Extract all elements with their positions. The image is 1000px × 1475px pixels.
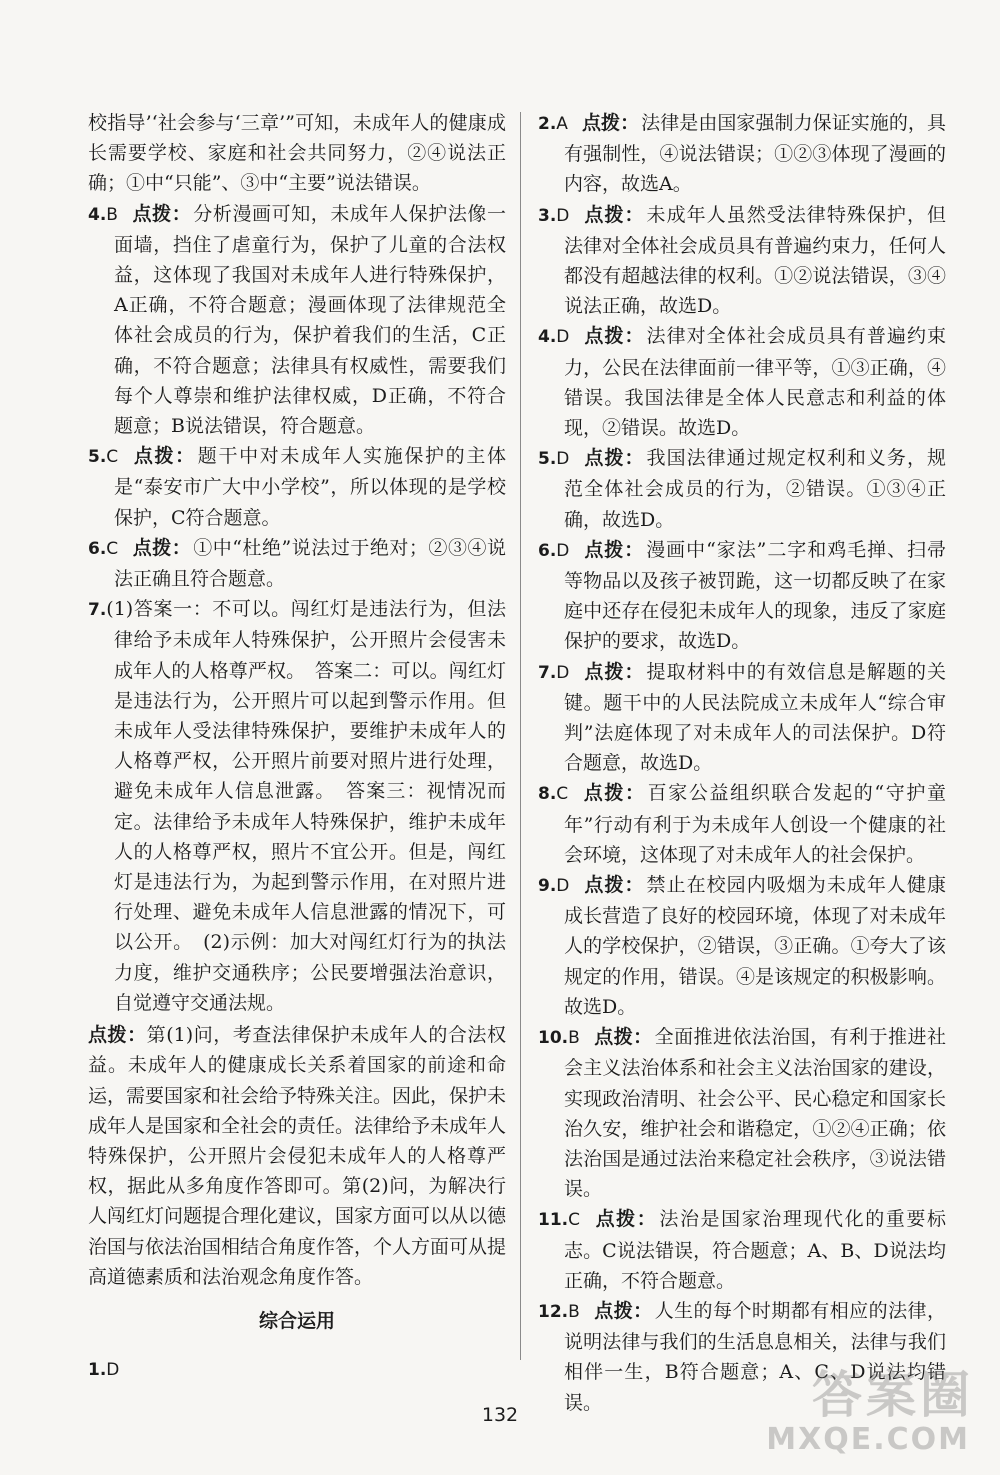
item-answer: D (556, 540, 570, 561)
tip-label: 点拨： (583, 203, 645, 226)
item-explanation: 漫画中“家法”二字和鸡毛掸、扫帚等物品以及孩子被罚跪，这一切都反映了在家庭中还存在侵犯未成年人的现象，违反了家庭保护的要求，故选D。 (564, 538, 946, 653)
tip-label: 点拨： (132, 445, 196, 468)
item-answer: B (568, 1301, 580, 1322)
watermark-text: 答案圈 (812, 1366, 974, 1424)
item-answer: B (106, 204, 118, 225)
item-explanation: 法律是由国家强制力保证实施的，具有强制性，④说法错误；①②③体现了漫画的内容，故选A。 (564, 112, 946, 196)
item-number: 5. (88, 447, 107, 468)
item-explanation: 提取材料中的有效信息是解题的关键。题干中的人民法院成立未成年人“综合审判”法庭体现了对未成年人的司法保护。D符合题意，故选D。 (564, 660, 946, 775)
item-explanation: 禁止在校园内吸烟为未成年人健康成长营造了良好的校园环境，体现了对未成年人的学校保护，②错误，③正确。①夸大了该规定的作用，错误。④是该规定的积极影响。故选D。 (564, 874, 946, 1018)
watermark-logo (766, 1355, 984, 1465)
tip-label: 点拨： (583, 538, 645, 561)
item-explanation: (1)答案一：不可以。闯红灯是违法行为，但法律给予未成年人特殊保护，公开照片会侵害未成年人的人格尊严权。 答案二：可以。闯红灯是违法行为，公开照片可以起到警示作用。但未成年人受法律特殊保护，要维护未成年人的人格尊严权，公开照片前要对照片进行处理，避免未成年人信息泄露。 答案三：视情况而定。法律给予未成年人特殊保护，维护未成年人的人格尊严权，照片不宜公开。但是，闯红灯是违法行为，为起到警示作用，在对照片进行处理、避免未成年人信息泄露的情况下，可以公开。 (2)示例：加大对闯红灯行为的执法力度，维护交通秩序；公民要增强法治意识，自觉遵守交通法规。 (106, 598, 506, 1014)
answer-item-7 (88, 594, 506, 1018)
item-explanation: 法律对全体社会成员具有普遍约束力，公民在法律面前一律平等，①③正确，④错误。我国法律是全体人民意志和利益的体现，②错误。故选D。 (564, 325, 946, 440)
tip-label: 点拨： (581, 112, 640, 134)
tip-text: 第(1)问，考查法律保护未成年人的合法权益。未成年人的健康成长关系着国家的前途和命运，需要国家和社会给予特殊关注。因此，保护未成年人是国家和全社会的责任。法律给予未成年人特殊保护，公开照片会侵犯未成年人的人格尊严权，据此从多角度作答即可。第(2)问，为解决行人闯红灯问题提合理化建议，国家方面可以从以德治国与依法治国相结合角度作答，个人方面可从提高道德素质和法治观念角度作答。 (88, 1024, 507, 1288)
item-explanation: ①中“杜绝”说法过于绝对；②③④说法正确且符合题意。 (114, 536, 506, 591)
item-number: 2. (538, 114, 557, 134)
item-explanation: 未成年人虽然受法律特殊保护，但法律对全体社会成员具有普遍约束力，任何人都没有超越法律的权利。①②说法错误，③④说法正确，故选D。 (564, 203, 946, 318)
watermark-url: MXQE.COM (766, 1422, 970, 1457)
tip-label: 点拨： (132, 536, 192, 559)
tip-label: 点拨： (594, 1208, 658, 1231)
item-number: 3. (538, 205, 557, 226)
item-number: 10. (538, 1028, 569, 1049)
item-answer: C (106, 538, 119, 559)
item-number: 7. (88, 600, 107, 621)
left-column (88, 108, 506, 1385)
answer-item-1 (88, 1354, 506, 1385)
answer-item-4 (88, 199, 506, 442)
item-number: 9. (538, 876, 557, 897)
column-divider (520, 112, 521, 1360)
item-number: 6. (88, 538, 107, 559)
item-number: 12. (538, 1301, 569, 1322)
right-column (538, 108, 946, 1418)
answer-item-7 (538, 657, 946, 779)
answer-item-3 (538, 200, 946, 322)
answer-item-9 (538, 870, 946, 1022)
item-number: 4. (88, 204, 107, 225)
item-answer: C (106, 447, 119, 468)
section-heading: 综合运用 (258, 1309, 335, 1332)
item-explanation: 百家公益组织联合发起的“守护童年”行动有利于为未成年人创设一个健康的社会环境，这体现了对未成年人的社会保护。 (564, 782, 946, 866)
item-answer: B (568, 1028, 580, 1049)
tip-label: 点拨： (593, 1026, 653, 1049)
answer-item-5 (538, 443, 946, 535)
item-answer: C (556, 784, 569, 805)
item-answer: D (556, 662, 570, 683)
tip-label: 点拨： (583, 874, 645, 897)
answer-item-11 (538, 1204, 946, 1296)
answer-item-5 (88, 441, 506, 533)
item-explanation: 人生的每个时期都有相应的法律，说明法律与我们的生活息息相关，法律与我们相伴一生，B符合题意；A、C、D说法均错误。 (564, 1299, 946, 1414)
item-answer: D (556, 205, 570, 226)
page-number: 132 (481, 1404, 519, 1426)
answer-item-8 (538, 778, 946, 870)
answer-item-4 (538, 321, 946, 443)
continuation-text: 校指导’‘社会参与‘三章’”可知，未成年人的健康成长需要学校、家庭和社会共同努力，②④说法正确；①中“只能”、③中“主要”说法错误。 (88, 112, 506, 195)
tip-label: 点拨： (583, 447, 645, 470)
tip-label: 点拨： (131, 202, 192, 225)
tip-label: 点拨： (583, 660, 645, 683)
item-number: 4. (538, 327, 557, 348)
item-number: 6. (538, 540, 557, 561)
item-number: 7. (538, 662, 557, 683)
item-number: 8. (538, 784, 557, 805)
item-answer: A (556, 114, 568, 134)
item-answer: D (106, 1360, 120, 1381)
answer-item-10 (538, 1022, 946, 1204)
item-number: 1. (88, 1360, 107, 1381)
item-number: 5. (538, 449, 557, 470)
tip-label: 点拨： (582, 782, 646, 805)
item-explanation: 法治是国家治理现代化的重要标志。C说法错误，符合题意；A、B、D说法均正确，不符合题意。 (564, 1208, 946, 1292)
item-number: 11. (538, 1210, 569, 1231)
answer-item-2 (538, 108, 946, 200)
answer-item-6 (88, 533, 506, 594)
item-answer: C (568, 1210, 580, 1231)
continued-answer-text (88, 108, 506, 199)
tip-label: 点拨： (593, 1299, 653, 1322)
item-explanation: 全面推进依法治国，有利于推进社会主义法治体系和社会主义法治国家的建设，实现政治清明、社会公平、民心稳定和国家长治久安，维护社会和谐稳定，①②④正确；依法治国是通过法治来稳定社会秩序，③说法错误。 (564, 1026, 946, 1201)
tip-label: 点拨： (583, 325, 645, 348)
item-explanation: 我国法律通过规定权利和义务，规范全体社会成员的行为，②错误。①③④正确，故选D。 (564, 447, 946, 531)
item-answer: D (556, 876, 570, 897)
item-answer: D (556, 327, 570, 348)
item-explanation: 分析漫画可知，未成年人保护法像一面墙，挡住了虐童行为，保护了儿童的合法权益，这体现了我国对未成年人进行特殊保护，A正确，不符合题意；漫画体现了法律规范全体社会成员的行为，保护着我们的生活，C正确，不符合题意；法律具有权威性，需要我们每个人尊崇和维护法律权威，D正确，不符合题意；B说法错误，符合题意。 (114, 202, 506, 438)
tip-label: 点拨： (88, 1024, 147, 1047)
item-7-tip (88, 1020, 506, 1292)
answer-item-6 (538, 535, 946, 657)
item-answer: D (556, 449, 570, 470)
item-explanation: 题干中对未成年人实施保护的主体是“泰安市广大中小学校”，所以体现的是学校保护，C符合题意。 (114, 445, 506, 529)
